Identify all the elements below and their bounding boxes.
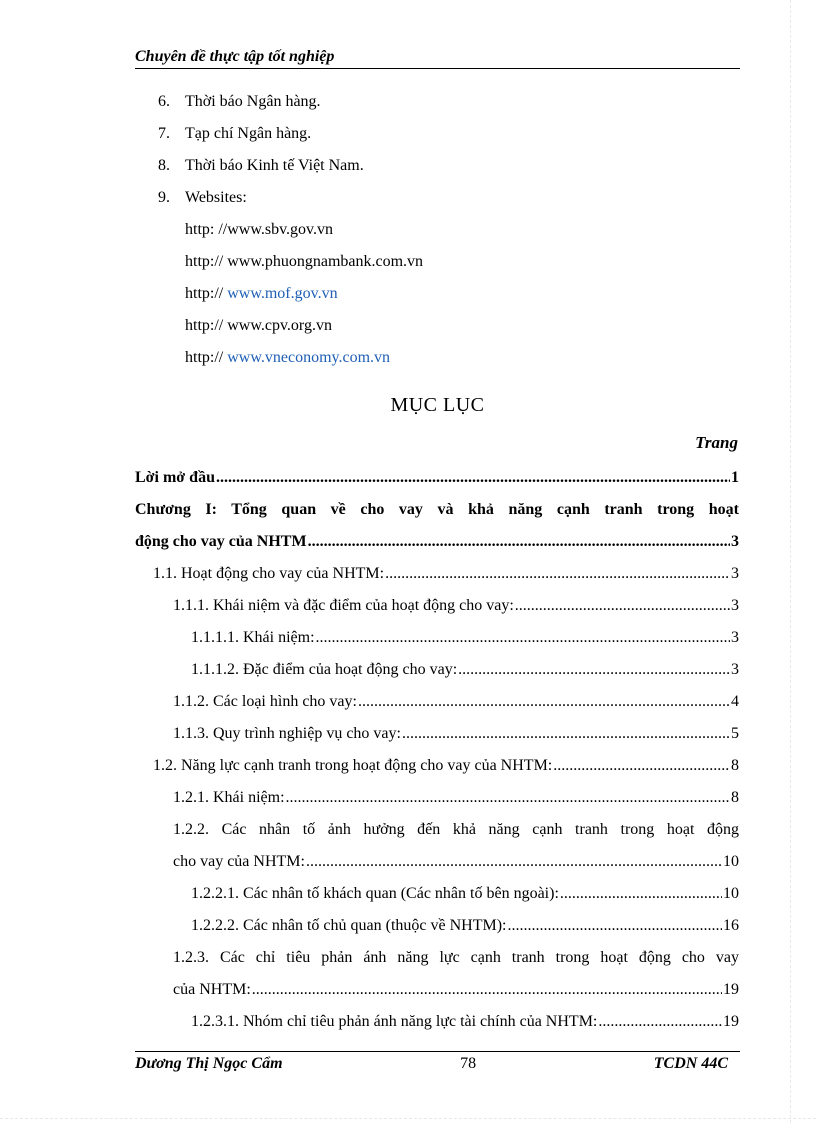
toc-entry-page: 16 — [723, 917, 739, 934]
toc-entry-page: 3 — [731, 661, 739, 678]
toc-entry-page: 3 — [731, 629, 739, 646]
toc-entry-page: 5 — [731, 725, 739, 742]
toc-entry-page: 1 — [731, 469, 739, 486]
reference-text: Thời báo Kinh tế Việt Nam. — [185, 157, 364, 174]
reference-number: 6. — [158, 93, 170, 110]
reference-text: Tạp chí Ngân hàng. — [185, 125, 312, 142]
toc-entry-page: 3 — [731, 597, 739, 614]
reference-text: Thời báo Ngân hàng. — [185, 93, 321, 110]
toc-entry[interactable] — [135, 782, 739, 814]
toc-entry-text: Lời mở đầu — [135, 469, 215, 486]
toc-entry-text: cho vay của NHTM: — [173, 853, 305, 870]
toc-entry-text: 1.1.2. Các loại hình cho vay: — [173, 693, 357, 710]
website-link[interactable]: www.mof.gov.vn — [227, 285, 338, 302]
footer-page-number: 78 — [460, 1055, 477, 1072]
toc-leader-dots — [515, 590, 730, 622]
toc-entry-text: 1.1.1. Khái niệm và đặc điểm của hoạt động cho vay: — [173, 597, 514, 614]
website-line — [158, 310, 738, 342]
toc-entry[interactable] — [135, 622, 739, 654]
website-link[interactable]: www.vneconomy.com.vn — [227, 349, 391, 366]
toc-entry[interactable] — [135, 750, 739, 782]
toc-entry-line1[interactable]: 1.2.3. Các chỉ tiêu phản ánh năng lực cạnh tranh trong hoạt động cho vay — [173, 949, 739, 966]
toc-leader-dots — [553, 750, 730, 782]
toc-entry-intro[interactable] — [135, 462, 739, 494]
toc-leader-dots — [286, 782, 730, 814]
toc-leader-dots — [252, 974, 722, 1006]
website-prefix: http:// — [185, 253, 224, 270]
toc-leader-dots — [216, 462, 730, 494]
website-url: www.cpv.org.vn — [227, 317, 332, 334]
toc-entry-page: 19 — [723, 1013, 739, 1030]
website-prefix: http:// — [185, 349, 224, 366]
toc-entry[interactable] — [135, 910, 739, 942]
toc-leader-dots — [306, 846, 722, 878]
reference-text: Websites: — [185, 189, 247, 206]
website-line — [158, 214, 738, 246]
toc-entry-chapter-1[interactable] — [135, 526, 739, 558]
toc-entry[interactable] — [135, 558, 739, 590]
toc-entry[interactable] — [135, 590, 739, 622]
toc-entry-text: 1.1. Hoạt động cho vay của NHTM: — [153, 565, 385, 582]
website-line — [158, 278, 738, 310]
website-prefix: http:// — [185, 317, 224, 334]
toc-entry[interactable] — [135, 974, 739, 1006]
toc-leader-dots — [598, 1006, 722, 1038]
toc-leader-dots — [358, 686, 730, 718]
website-url: www.phuongnambank.com.vn — [227, 253, 424, 270]
website-prefix: http:// — [185, 285, 224, 302]
reference-number: 9. — [158, 189, 170, 206]
website-line — [158, 246, 738, 278]
reference-item — [158, 182, 738, 214]
toc-entry-text: 1.1.3. Quy trình nghiệp vụ cho vay: — [173, 725, 401, 742]
toc-entry[interactable] — [135, 718, 739, 750]
toc-leader-dots — [316, 622, 730, 654]
toc-leader-dots — [308, 526, 730, 558]
toc-entry-page: 8 — [731, 789, 739, 806]
page-edge-right — [790, 0, 791, 1123]
toc-entry[interactable] — [135, 878, 739, 910]
toc-entry-line1[interactable]: 1.2.2. Các nhân tố ảnh hưởng đến khả năng cạnh tranh trong hoạt động — [173, 821, 739, 838]
toc-leader-dots — [560, 878, 722, 910]
toc-entry-page: 3 — [731, 533, 739, 550]
toc-page-label: Trang — [695, 433, 738, 452]
toc-entry-text: 1.2.2.1. Các nhân tố khách quan (Các nhân tố bên ngoài): — [191, 885, 559, 902]
reference-number: 7. — [158, 125, 170, 142]
toc-entry-page: 3 — [731, 565, 739, 582]
toc-leader-dots — [402, 718, 730, 750]
toc-entry-text: động cho vay của NHTM — [135, 533, 307, 550]
website-url: http: //www.sbv.gov.vn — [185, 221, 333, 238]
toc-entry-text: 1.2. Năng lực cạnh tranh trong hoạt động cho vay của NHTM: — [153, 757, 553, 774]
toc-entry-page: 19 — [723, 981, 739, 998]
toc-entry-text: 1.1.1.1. Khái niệm: — [191, 629, 315, 646]
toc-entry-text: 1.1.1.2. Đặc điểm của hoạt động cho vay: — [191, 661, 458, 678]
page-header — [135, 48, 740, 69]
reference-item — [158, 118, 738, 150]
toc-entry-text: 1.2.2.2. Các nhân tố chủ quan (thuộc về NHTM): — [191, 917, 507, 934]
website-line — [158, 342, 738, 374]
toc-entry-chapter-1-line1[interactable]: Chương I: Tổng quan về cho vay và khả năng cạnh tranh trong hoạt — [135, 501, 739, 518]
reference-item — [158, 86, 738, 118]
toc-entry-page: 10 — [723, 853, 739, 870]
toc-entry[interactable] — [135, 846, 739, 878]
toc-entry-page: 10 — [723, 885, 739, 902]
toc-entry-text: 1.2.3.1. Nhóm chỉ tiêu phản ánh năng lực tài chính của NHTM: — [191, 1013, 598, 1030]
toc-leader-dots — [458, 654, 730, 686]
toc-entry-page: 4 — [731, 693, 739, 710]
toc-entry-text: 1.2.1. Khái niệm: — [173, 789, 285, 806]
toc-entry[interactable] — [135, 1006, 739, 1038]
reference-list — [158, 86, 738, 374]
page-edge-bottom — [0, 1118, 816, 1119]
header-title: Chuyên đề thực tập tốt nghiệp — [135, 48, 335, 65]
toc-entry-text: của NHTM: — [173, 981, 251, 998]
toc-entry[interactable] — [135, 686, 739, 718]
toc-entry[interactable] — [135, 654, 739, 686]
reference-number: 8. — [158, 157, 170, 174]
toc-leader-dots — [507, 910, 722, 942]
toc-leader-dots — [385, 558, 730, 590]
reference-item — [158, 150, 738, 182]
toc-entry-page: 8 — [731, 757, 739, 774]
footer-class-code: TCDN 44C — [653, 1055, 728, 1072]
page-footer — [135, 1051, 740, 1073]
footer-author: Dương Thị Ngọc Cẩm — [135, 1055, 283, 1072]
table-of-contents — [135, 462, 739, 1038]
toc-title: MỤC LỤC — [390, 394, 485, 416]
